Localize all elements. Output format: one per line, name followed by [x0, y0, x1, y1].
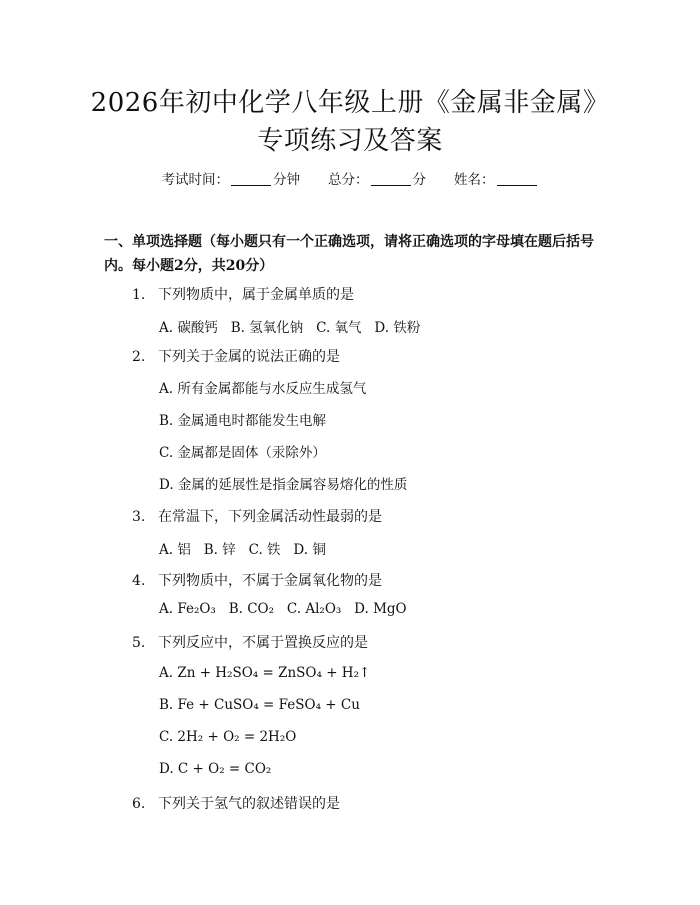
page-title-line2: 专项练习及答案	[257, 126, 443, 156]
score-blank[interactable]	[371, 173, 411, 186]
question-number: 6.	[132, 796, 146, 812]
question-text: 下列物质中，不属于金属氧化物的是	[158, 573, 382, 589]
page-title-line1: 2026年初中化学八年级上册《金属非金属》	[90, 88, 610, 118]
option[interactable]: A. Fe₂O₃	[159, 601, 216, 617]
question-number: 2.	[132, 349, 146, 365]
option[interactable]: B. 金属通电时都能发生电解	[159, 413, 327, 429]
time-blank[interactable]	[231, 173, 271, 186]
options-row	[159, 316, 420, 336]
question-text: 在常温下，下列金属活动性最弱的是	[158, 509, 382, 525]
options-row	[159, 601, 407, 617]
time-unit: 分钟	[273, 172, 300, 188]
name-blank[interactable]	[497, 173, 537, 186]
question-text: 下列关于金属的说法正确的是	[158, 349, 340, 365]
option[interactable]: C. 氧气	[316, 320, 362, 336]
question-text: 下列关于氢气的叙述错误的是	[158, 796, 340, 812]
question-text: 下列反应中，不属于置换反应的是	[158, 635, 368, 651]
options-row	[159, 538, 326, 558]
option[interactable]: A. 铝	[159, 542, 191, 558]
question-3	[132, 506, 382, 526]
option[interactable]: C. 金属都是固体（汞除外）	[159, 445, 326, 461]
option[interactable]: B. CO₂	[228, 601, 275, 617]
score-label: 总分：	[328, 172, 369, 188]
section-heading: 一、单项选择题（每小题只有一个正确选项，请将正确选项的字母填在题后括号内。每小题2分，共20分）	[104, 234, 594, 274]
exam-info	[0, 168, 700, 188]
option[interactable]: D. 铁粉	[374, 320, 421, 336]
option[interactable]: C. 2H₂ + O₂ = 2H₂O	[159, 729, 297, 745]
option[interactable]: B. 锌	[203, 542, 236, 558]
option[interactable]: D. MgO	[354, 601, 407, 617]
question-number: 1.	[132, 287, 146, 303]
option[interactable]: A. 碳酸钙	[159, 320, 218, 336]
question-number: 5.	[132, 635, 146, 651]
question-4	[132, 570, 382, 590]
score-unit: 分	[412, 172, 426, 188]
question-2	[132, 346, 340, 366]
option[interactable]: D. 金属的延展性是指金属容易熔化的性质	[159, 477, 408, 493]
question-1	[132, 284, 354, 304]
option[interactable]: B. 氢氧化钠	[230, 320, 304, 336]
option[interactable]: A. 所有金属都能与水反应生成氢气	[159, 381, 367, 397]
question-number: 3.	[132, 509, 146, 525]
question-number: 4.	[132, 573, 146, 589]
question-6	[132, 793, 340, 813]
option[interactable]: C. 铁	[248, 542, 281, 558]
question-text: 下列物质中，属于金属单质的是	[158, 287, 354, 303]
option[interactable]: D. C + O₂ = CO₂	[159, 761, 272, 777]
option[interactable]: A. Zn + H₂SO₄ = ZnSO₄ + H₂↑	[159, 665, 371, 681]
question-5	[132, 632, 368, 652]
option[interactable]: B. Fe + CuSO₄ = FeSO₄ + Cu	[159, 697, 360, 713]
time-label: 考试时间：	[161, 172, 229, 188]
name-label: 姓名：	[454, 172, 495, 188]
option[interactable]: D. 铜	[293, 542, 326, 558]
option[interactable]: C. Al₂O₃	[286, 601, 342, 617]
